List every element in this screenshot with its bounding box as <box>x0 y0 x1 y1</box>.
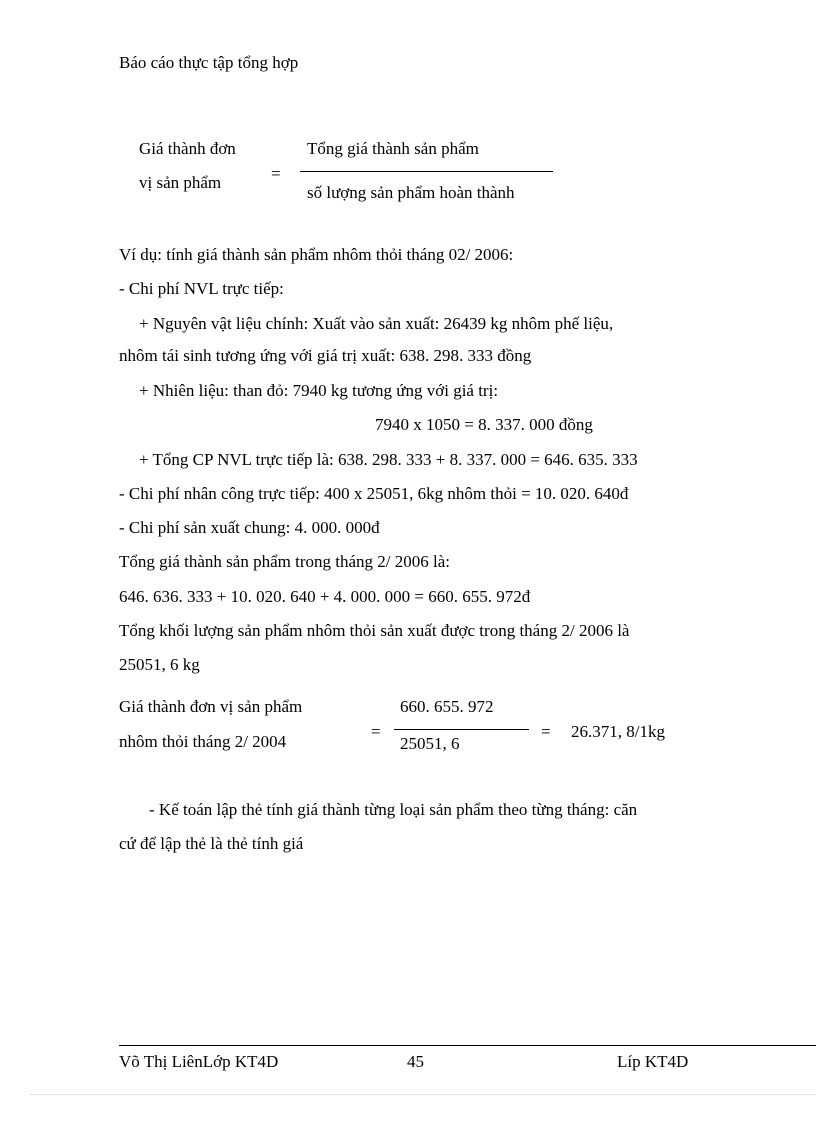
total-cost-calculation: 646. 636. 333 + 10. 020. 640 + 4. 000. 000 = 660. 655. 972đ <box>119 587 531 606</box>
total-cost-heading: Tổng giá thành sản phẩm trong tháng 2/ 2006 là: <box>119 552 450 571</box>
formula2-denominator: 25051, 6 <box>400 734 460 753</box>
formula2-equals-1: = <box>371 722 381 741</box>
formula1-fraction-bar <box>300 171 553 172</box>
formula2-lhs-line1: Giá thành đơn vị sản phẩm <box>119 697 303 716</box>
main-material-line: + Nguyên vật liệu chính: Xuất vào sản xuất: 26439 kg nhôm phế liệu, <box>139 314 614 333</box>
closing-line-2: cứ để lập thẻ là thẻ tính giá <box>119 834 304 853</box>
material-cost-heading: - Chi phí NVL trực tiếp: <box>119 279 284 298</box>
formula2-fraction-bar <box>394 729 529 730</box>
footer-class: Líp KT4D <box>617 1052 689 1071</box>
formula2-lhs-line2: nhôm thỏi tháng 2/ 2004 <box>119 732 287 751</box>
formula2-equals-2: = <box>541 722 551 741</box>
formula1-lhs-line2: vị sản phẩm <box>139 173 222 192</box>
fuel-calculation: 7940 x 1050 = 8. 337. 000 đồng <box>375 415 593 434</box>
formula2-result: 26.371, 8/1kg <box>571 722 665 741</box>
formula2-numerator: 660. 655. 972 <box>400 697 494 716</box>
footer-rule <box>119 1045 816 1046</box>
total-volume-line: Tổng khối lượng sản phẩm nhôm thỏi sản xuất được trong tháng 2/ 2006 là <box>119 621 630 640</box>
fuel-line: + Nhiên liệu: than đỏ: 7940 kg tương ứng với giá trị: <box>139 381 499 400</box>
formula1-lhs-line1: Giá thành đơn <box>139 139 236 158</box>
formula1-equals: = <box>271 164 281 183</box>
page-bottom-edge <box>30 1094 816 1095</box>
main-material-value: nhôm tái sinh tương ứng với giá trị xuất: 638. 298. 333 đồng <box>119 346 532 365</box>
total-volume-value: 25051, 6 kg <box>119 655 200 674</box>
example-intro: Ví dụ: tính giá thành sản phẩm nhôm thỏi tháng 02/ 2006: <box>119 245 514 264</box>
page-header-title: Báo cáo thực tập tổng hợp <box>119 53 299 72</box>
total-material-cost: + Tổng CP NVL trực tiếp là: 638. 298. 333 + 8. 337. 000 = 646. 635. 333 <box>139 450 638 469</box>
footer-author: Võ Thị LiênLớp KT4D <box>119 1052 279 1071</box>
overhead-cost: - Chi phí sản xuất chung: 4. 000. 000đ <box>119 518 380 537</box>
formula1-numerator: Tổng giá thành sản phẩm <box>307 139 479 158</box>
labor-cost: - Chi phí nhân công trực tiếp: 400 x 25051, 6kg nhôm thỏi = 10. 020. 640đ <box>119 484 629 503</box>
closing-line-1: - Kế toán lập thẻ tính giá thành từng loại sản phẩm theo từng tháng: căn <box>149 800 638 819</box>
formula1-denominator: số lượng sản phẩm hoàn thành <box>307 183 515 202</box>
page-number: 45 <box>407 1052 424 1071</box>
